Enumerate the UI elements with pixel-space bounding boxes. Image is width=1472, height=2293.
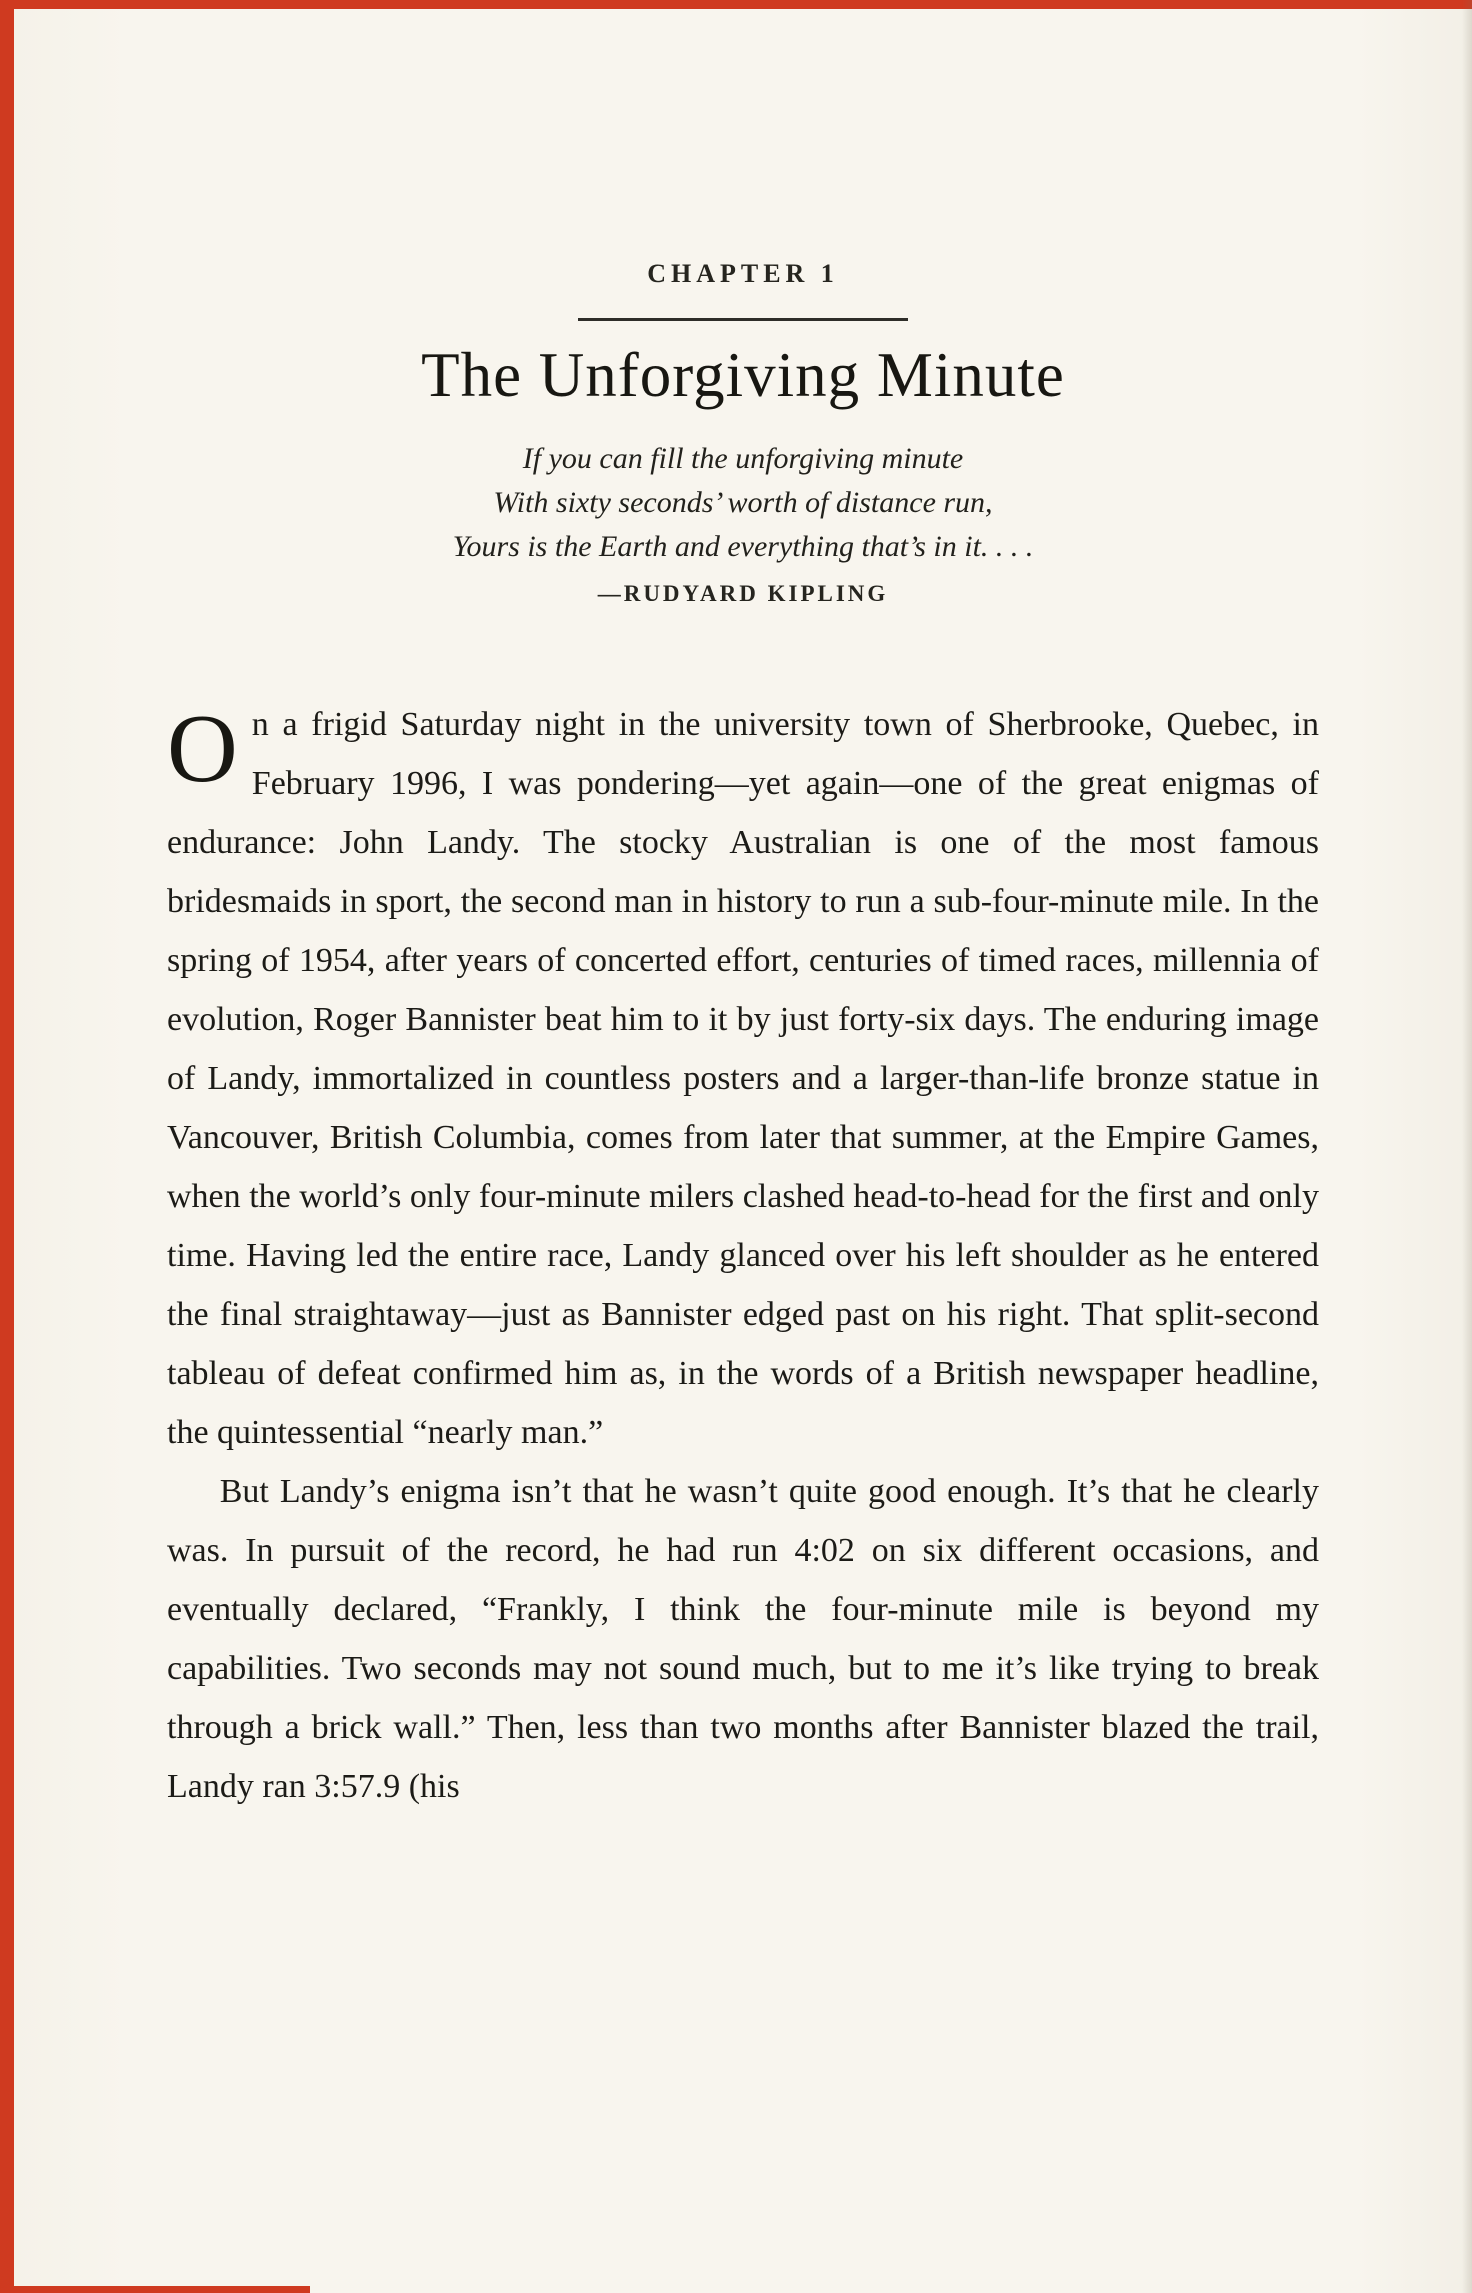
- paragraph-1: [167, 695, 1319, 1462]
- scan-edge-shadow: [1462, 0, 1472, 2293]
- epigraph-line: Yours is the Earth and everything that’s in it. . . .: [452, 530, 1034, 564]
- epigraph: [14, 437, 1472, 607]
- chapter-label: CHAPTER 1: [647, 259, 839, 288]
- paragraph-2: But Landy’s enigma isn’t that he wasn’t quite good enough. It’s that he clearly was. In pursuit of the record, he had run 4:02 on six different occasions, and eventually declared, “Frankly, I think the four-minute mile is beyond my capabilities. Two seconds may not sound much, but to me it’s like trying to break through a brick wall.” Then, less than two months after Bannister blazed the trail, Landy ran 3:57.9 (his: [167, 1473, 1319, 1806]
- body-text: [167, 695, 1319, 1816]
- book-cover-edge-bottom: [0, 2286, 310, 2293]
- epigraph-attribution: —RUDYARD KIPLING: [597, 581, 889, 607]
- book-page: [14, 9, 1472, 2293]
- book-cover-edge-left: [0, 0, 14, 2293]
- book-cover-edge-top: [0, 0, 1472, 9]
- drop-cap: O: [167, 695, 238, 804]
- chapter-title: The Unforgiving Minute: [421, 340, 1065, 410]
- paragraph-1-text: n a frigid Saturday night in the university town of Sherbrooke, Quebec, in February 1996, I was pondering—yet again—one of the great enigmas of endurance: John Landy. The stocky Australian is one of the most famous bridesmaids in sport, the second man in history to run a sub-four-minute mile. In the spring of 1954, after years of concerted effort, centuries of timed races, millennia of evolution, Roger Bannister beat him to it by just forty-six days. The enduring image of Landy, immortalized in countless posters and a larger-than-life bronze statue in Vancouver, British Columbia, comes from later that summer, at the Empire Games, when the world’s only four-minute milers clashed head-to-head for the first and only time. Having led the entire race, Landy glanced over his left shoulder as he entered the final straightaway—just as Bannister edged past on his right. That split-second tableau of defeat confirmed him as, in the words of a British newspaper headline, the quintessential “nearly man.”: [167, 706, 1319, 1452]
- epigraph-line: With sixty seconds’ worth of distance run,: [493, 486, 993, 520]
- epigraph-line: If you can fill the unforgiving minute: [522, 442, 964, 476]
- chapter-rule: [578, 318, 908, 321]
